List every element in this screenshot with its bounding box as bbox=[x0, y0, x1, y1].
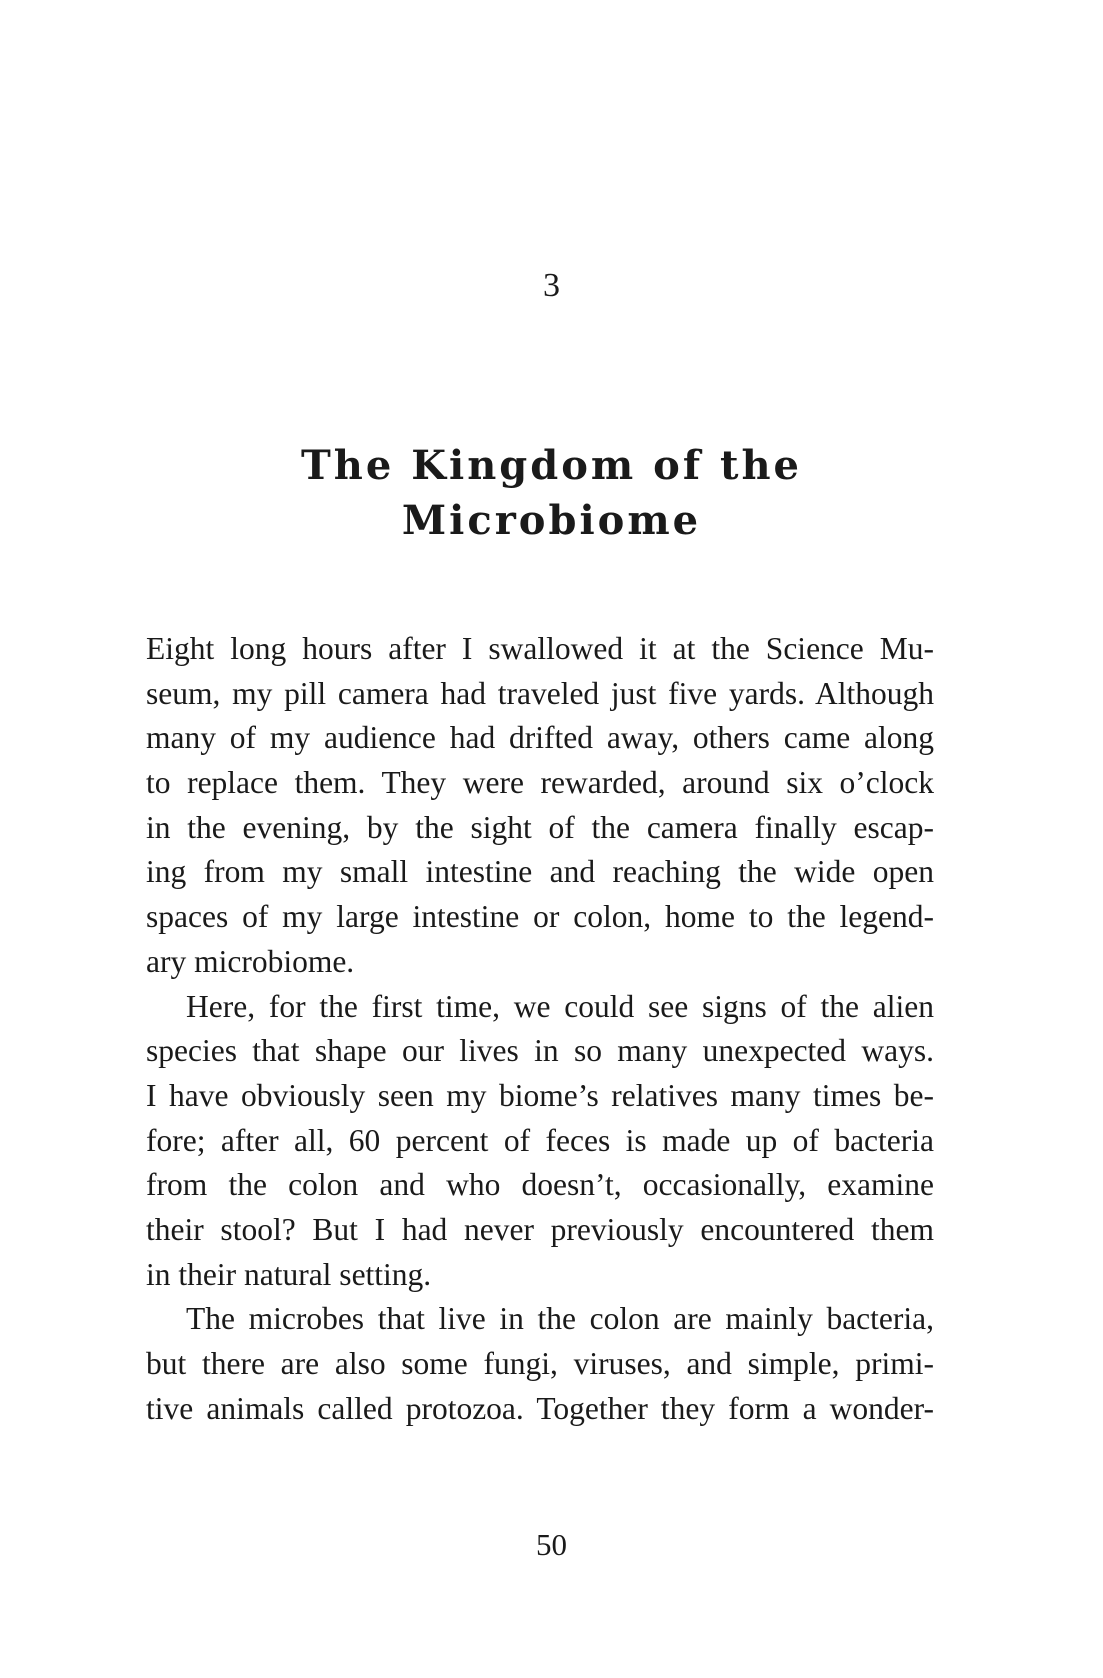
text-line: species that shape our lives in so many unexpected ways. bbox=[146, 1033, 934, 1069]
text-line: from the colon and who doesn’t, occasionally, examine bbox=[146, 1167, 934, 1203]
text-line: ary microbiome. bbox=[146, 943, 355, 979]
paragraph bbox=[146, 627, 934, 985]
page-number: 50 bbox=[536, 1527, 567, 1562]
text-line: I have obviously seen my biome’s relatives many times be- bbox=[146, 1077, 934, 1113]
text-line: spaces of my large intestine or colon, home to the legend- bbox=[146, 899, 934, 935]
text-line: ing from my small intestine and reaching the wide open bbox=[146, 854, 934, 890]
text-line: seum, my pill camera had traveled just five yards. Although bbox=[146, 675, 934, 711]
text-line: but there are also some fungi, viruses, and simple, primi- bbox=[146, 1346, 934, 1381]
text-line: to replace them. They were rewarded, around six o’clock bbox=[146, 765, 934, 801]
text-line: many of my audience had drifted away, others came along bbox=[146, 720, 934, 756]
text-line: in their natural setting. bbox=[146, 1256, 432, 1292]
text-line: their stool? But I had never previously encountered them bbox=[146, 1211, 934, 1247]
chapter-title-line: The Kingdom of the bbox=[301, 442, 802, 489]
chapter-number: 3 bbox=[543, 267, 560, 304]
text-line: in the evening, by the sight of the camera finally escap- bbox=[146, 809, 934, 845]
paragraph bbox=[146, 1297, 934, 1431]
chapter-title-line: Microbiome bbox=[401, 497, 702, 544]
text-line: tive animals called protozoa. Together they form a wonder- bbox=[146, 1390, 934, 1426]
text-line: fore; after all, 60 percent of feces is made up of bacteria bbox=[146, 1122, 934, 1158]
body-text bbox=[146, 627, 934, 1431]
text-line: Here, for the first time, we could see signs of the alien bbox=[186, 988, 934, 1024]
text-line: Eight long hours after I swallowed it at the Science Mu- bbox=[146, 631, 934, 666]
chapter-title bbox=[200, 438, 903, 548]
text-line: The microbes that live in the colon are mainly bacteria, bbox=[186, 1301, 934, 1337]
paragraph bbox=[146, 985, 934, 1298]
